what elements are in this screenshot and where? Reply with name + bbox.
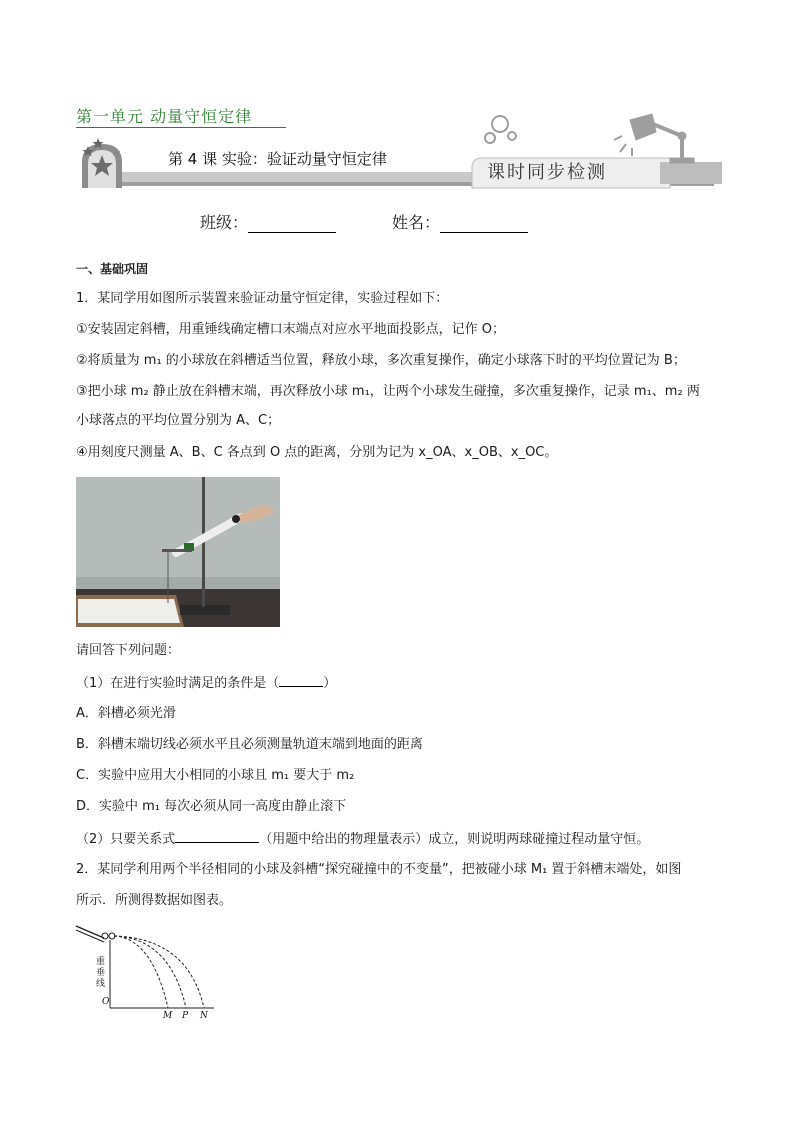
- section-title: 一、基础巩固: [76, 262, 149, 276]
- plumb-label-2: 垂: [96, 968, 106, 978]
- q1-option-a[interactable]: A．斜槽必须光滑: [76, 706, 176, 721]
- banner-label: 课时同步检测: [487, 162, 607, 183]
- q1-option-b[interactable]: B．斜槽末端切线必须水平且必须测量轨道末端到地面的距离: [76, 737, 423, 752]
- name-blank[interactable]: [440, 216, 528, 233]
- origin-label: O: [102, 997, 110, 1007]
- q1-option-d[interactable]: D．实验中 m₁ 每次必须从同一高度由静止滚下: [76, 799, 347, 814]
- q1-sub1-answer-blank[interactable]: [279, 674, 323, 687]
- q1-prompt: 请回答下列问题：: [76, 643, 181, 658]
- q1-sub2: [76, 830, 649, 849]
- apparatus-photo: [76, 477, 280, 627]
- point-m-label: M: [163, 1011, 173, 1018]
- q1-sub1: [76, 674, 336, 693]
- trajectory-diagram: [74, 922, 216, 1018]
- q1-step3-line2: 小球落点的平均位置分别为 A、C；: [76, 413, 281, 428]
- q1-option-c[interactable]: C．实验中应用大小相同的小球且 m₁ 要大于 m₂: [76, 768, 355, 783]
- q1-sub1-end: ）: [323, 676, 337, 691]
- class-field[interactable]: [200, 210, 336, 233]
- q1-intro: 1．某同学用如图所示装置来验证动量守恒定律，实验过程如下：: [76, 291, 449, 306]
- name-field[interactable]: [392, 210, 528, 233]
- q1-sub1-text: （1）在进行实验时满足的条件是（: [76, 676, 280, 691]
- lesson-title: 第 4 课 实验：验证动量守恒定律: [168, 150, 387, 168]
- q1-sub2-answer-blank[interactable]: [175, 830, 259, 843]
- bubbles-icon: [485, 116, 516, 143]
- class-label: 班级：: [200, 213, 249, 232]
- desk-lamp-icon: [614, 114, 694, 163]
- point-p-label: P: [182, 1011, 189, 1018]
- plumb-label-1: 重: [96, 957, 106, 967]
- q1-step4: ④用刻度尺测量 A、B、C 各点到 O 点的距离，分别为记为 x_OA、x_OB、x_OC。: [76, 445, 558, 460]
- unit-title: 第一单元 动量守恒定律: [76, 107, 253, 126]
- name-label: 姓名：: [392, 213, 441, 232]
- q1-step3-line1: ③把小球 m₂ 静止放在斜槽末端，再次释放小球 m₁，让两个小球发生碰撞，多次重复操作，记录 m₁、m₂ 两: [76, 384, 700, 399]
- plumb-label-3: 线: [96, 979, 106, 989]
- star-badge-icon: [82, 138, 122, 188]
- q1-step2: ②将质量为 m₁ 的小球放在斜槽适当位置，释放小球，多次重复操作，确定小球落下时的平均位置记为 B；: [76, 353, 686, 368]
- q2-line2: 所示．所测得数据如图表。: [76, 893, 233, 908]
- q2-line1: 2．某同学利用两个半径相同的小球及斜槽“探究碰撞中的不变量”，把被碰小球 M₁ 置于斜槽末端处，如图: [76, 862, 682, 877]
- point-n-label: N: [200, 1011, 208, 1018]
- q1-sub2-start: （2）只要关系式: [76, 832, 176, 847]
- q1-sub2-end: （用题中给出的物理量表示）成立，则说明两球碰撞过程动量守恒。: [259, 832, 650, 847]
- q1-step1: ①安装固定斜槽，用重锤线确定槽口末端点对应水平地面投影点，记作 O；: [76, 322, 506, 337]
- class-blank[interactable]: [248, 216, 336, 233]
